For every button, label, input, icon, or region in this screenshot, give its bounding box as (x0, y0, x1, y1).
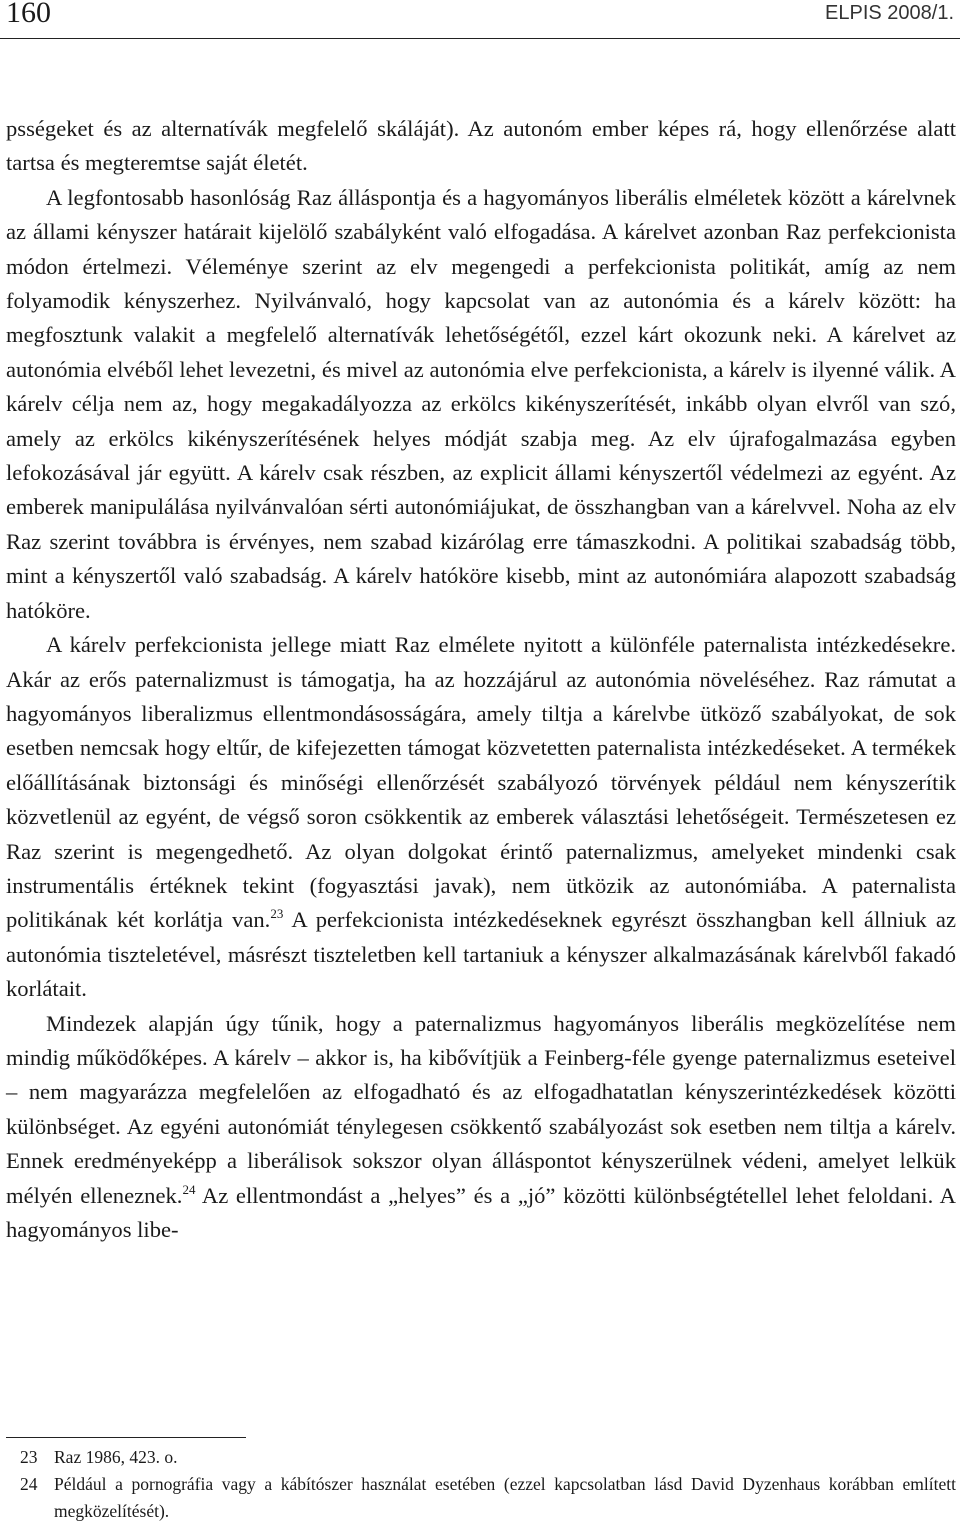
paragraph (6, 628, 956, 1006)
footnote-reference[interactable]: 24 (182, 1181, 196, 1197)
footnote-rule (6, 1437, 246, 1438)
footnote (6, 1471, 956, 1525)
text-segment: A legfontosabb hasonlóság Raz álláspontja és a hagyományos liberális elméletek között a kárelvnek az állami kényszer határait kijelölő szabályként való elfogadása. A kárelvet azonban Raz perfekcionista módon értelmezi. Véleménye szerint az elv megengedi a perfekcionista politikát, amíg az nem folyamodik kényszerhez. Nyilvánvaló, hogy kapcsolat van az autonómia és a kárelv között: ha megfosztunk valakit a megfelelő alternatívák lehetőségétől, ezzel kárt okozunk neki. A kárelvet az autonómia elvéből lehet levezetni, és mivel az autonómia elve perfekcionista, a kárelv is ilyenné válik. A kárelv célja nem az, hogy megakadályozza az erkölcs kikényszerítését, inkább olyan elvről van szó, amely az erkölcs kikényszerítésének helyes módját szabja meg. Az elv újrafogalmazása egyben lefokozásával jár együtt. A kárelv csak részben, az explicit állami kényszertől védelmezi az egyént. Az emberek manipulálása nyilvánvalóan sérti autonómiájukat, de összhangban van a kárelvvel. Noha az elv Raz szerint továbbra is érvényes, nem szabad kizárólag erre támaszkodni. A politikai szabadság több, mint a kényszertől való szabadság. A kárelv hatóköre kisebb, mint az autonómiára alapozott szabadság hatóköre. (6, 184, 956, 623)
footnote-number: 24 (20, 1474, 38, 1494)
text-segment: A kárelv perfekcionista jellege miatt Raz elmélete nyitott a különféle paternalista intézkedésekre. Akár az erős paternalizmust is támogatja, ha az hozzájárul az autonómia növeléséhez. Raz rámutat a hagyományos liberalizmus ellentmondásosságára, amely tiltja a kárelvbe ütköző szabályokat, de sok esetben nemcsak hogy eltűr, de kifejezetten támogat közvetetten paternalista intézkedéseket. A termékek előállításának biztonsági és minőségi ellenőrzését szabályozó törvények például nem kényszerítik közvetlenül az egyént, de végső soron csökkentik az emberek választási lehetőségeit. Természetesen ez Raz szerint is megengedhető. Az olyan dolgokat érintő paternalizmus, amelyeket mindenki csak instrumentális értéknek tekint (fogyasztási javak), nem ütközik az autonómiába. A paternalista politikának két korlátja van. (6, 632, 956, 933)
journal-title: ELPIS 2008/1. (825, 2, 954, 24)
footnote-reference[interactable]: 23 (270, 906, 284, 922)
text-segment: Az ellentmondást a „helyes” és a „jó” közötti különbségtétellel lehet feloldani. A hagyományos libe- (6, 1182, 956, 1242)
text-segment: psségeket és az alternatívák megfelelő skáláját). Az autonóm ember képes rá, hogy ellenőrzése alatt tartsa és megteremtse saját életét. (6, 116, 956, 176)
footnote-text: Raz 1986, 423. o. (54, 1447, 178, 1467)
footnote-number: 23 (20, 1447, 38, 1467)
footnotes (6, 1444, 956, 1525)
footnote (6, 1444, 956, 1471)
paragraph (6, 1007, 956, 1248)
paragraph (6, 112, 956, 181)
text-segment: Mindezek alapján úgy tűnik, hogy a paternalizmus hagyományos liberális megközelítése nem mindig működőképes. A kárelv – akkor is, ha kibővítjük a Feinberg-féle gyenge paternalizmus eseteivel – nem magyarázza megfelelően az elfogadható és az elfogadhatatlan kényszerintézkedések közötti különbséget. Az egyéni autonómiát ténylegesen csökkentő szabályozást sok esetben nem tiltja a kárelv. Ennek eredményeképp a liberálisok sokszor olyan álláspontot kényszerülnek védeni, amelyet lelkük mélyén elleneznek. (6, 1010, 956, 1208)
header-rule (0, 38, 960, 39)
paragraph (6, 181, 956, 628)
page-number: 160 (6, 0, 51, 29)
footnote-text: Például a pornográfia vagy a kábítószer használat esetében (ezzel kapcsolatban lásd David Dyzenhaus korábban említett megközelítését). (54, 1474, 956, 1521)
body-text (6, 112, 956, 1247)
text-segment: A perfekcionista intézkedéseknek egyrészt összhangban kell állniuk az autonómia tiszteletével, másrészt tiszteletben kell tartaniuk a kényszer alkalmazásának kárelvből fakadó korlátait. (6, 907, 956, 1002)
page-header (0, 0, 960, 40)
